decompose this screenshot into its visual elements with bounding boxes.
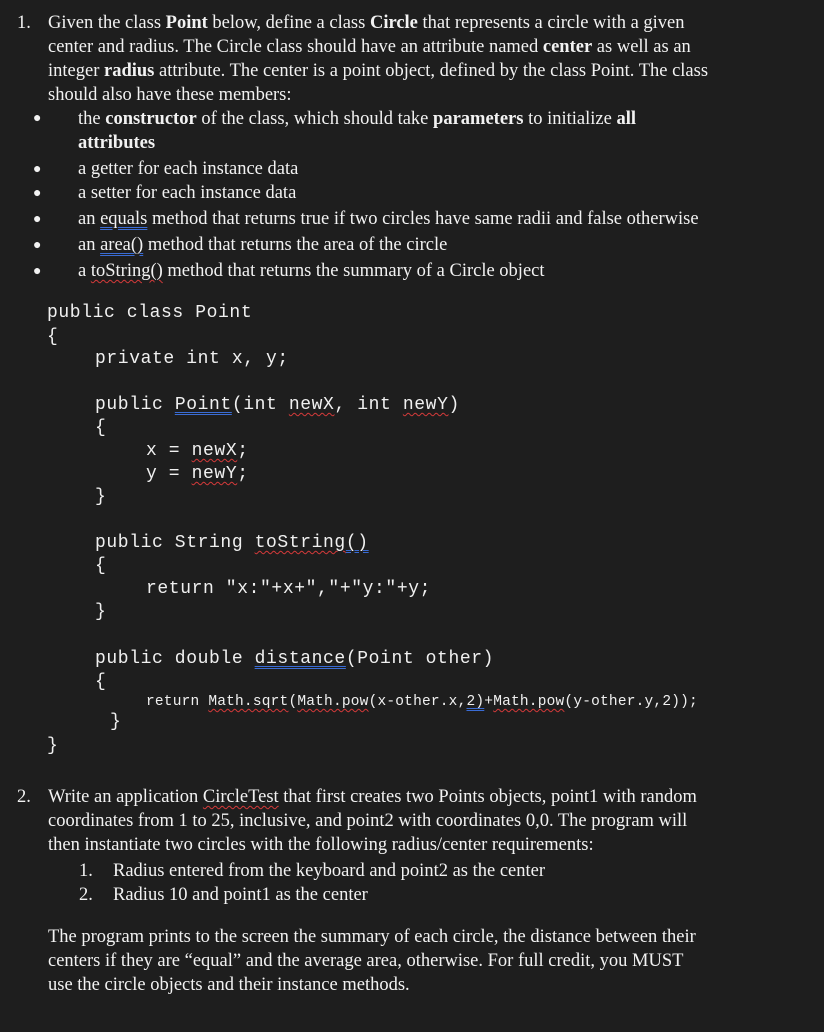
bullet-dot: ●: [33, 264, 42, 279]
code-constructor-sig: public Point(int newX, int newY): [95, 395, 460, 415]
q2-para-line3: use the circle objects and their instance methods.: [48, 975, 410, 995]
q1-number: 1.: [17, 13, 31, 33]
q2-number: 2.: [17, 787, 31, 807]
bullet-dot: ●: [33, 186, 42, 201]
code-assign-y: y = newY;: [146, 464, 249, 484]
code-brace-open: {: [47, 327, 59, 347]
q2-req1-number: 1.: [79, 861, 93, 881]
q1-intro-line3: integer radius attribute. The center is a point object, defined by the class Point. The class: [48, 61, 709, 81]
bullet-dot: ●: [33, 162, 42, 177]
code-distance-sig: public double distance(Point other): [95, 649, 495, 669]
bullet-tostring: a toString() method that returns the summary of a Circle object: [78, 261, 545, 281]
bullet-area: an area() method that returns the area of the circle: [78, 235, 448, 255]
code-brace: }: [95, 487, 107, 507]
code-return-distance: return Math.sqrt(Math.pow(x-other.x,2)+Math.pow(y-other.y,2));: [146, 694, 698, 710]
code-brace: {: [95, 672, 107, 692]
code-brace-close: }: [47, 736, 59, 756]
q1-intro-line2: center and radius. The Circle class should have an attribute named center as well as an: [48, 37, 691, 57]
q2-line1: Write an application CircleTest that first creates two Points objects, point1 with random: [48, 787, 697, 807]
bullet-constructor-cont: attributes: [78, 133, 156, 153]
bullet-equals: an equals method that returns true if two circles have same radii and false otherwise: [78, 209, 699, 229]
code-return-tostring: return "x:"+x+","+"y:"+y;: [146, 579, 432, 599]
q2-req2: Radius 10 and point1 as the center: [113, 885, 368, 905]
code-tostring-sig: public String toString(): [95, 533, 369, 553]
code-brace: {: [95, 418, 107, 438]
q2-req1: Radius entered from the keyboard and point2 as the center: [113, 861, 546, 881]
q2-para-line2: centers if they are “equal” and the average area, otherwise. For full credit, you MUST: [48, 951, 684, 971]
bullet-constructor: the constructor of the class, which should take parameters to initialize all: [78, 109, 636, 129]
q2-line2: coordinates from 1 to 25, inclusive, and point2 with coordinates 0,0. The program will: [48, 811, 688, 831]
bullet-dot: ●: [33, 212, 42, 227]
bullet-dot: ●: [33, 238, 42, 253]
q2-req2-number: 2.: [79, 885, 93, 905]
q2-para-line1: The program prints to the screen the summary of each circle, the distance between their: [48, 927, 696, 947]
code-assign-x: x = newX;: [146, 441, 249, 461]
q2-line3: then instantiate two circles with the following radius/center requirements:: [48, 835, 594, 855]
bullet-getter: a getter for each instance data: [78, 159, 299, 179]
code-brace: {: [95, 556, 107, 576]
code-class-decl: public class Point: [47, 303, 253, 323]
q1-intro-line4: should also have these members:: [48, 85, 292, 105]
code-brace: }: [95, 602, 107, 622]
bullet-dot: ●: [33, 111, 42, 126]
code-brace: }: [110, 712, 122, 732]
bullet-setter: a setter for each instance data: [78, 183, 297, 203]
q1-intro-line1: Given the class Point below, define a class Circle that represents a circle with a given: [48, 13, 685, 33]
code-fields: private int x, y;: [95, 349, 289, 369]
